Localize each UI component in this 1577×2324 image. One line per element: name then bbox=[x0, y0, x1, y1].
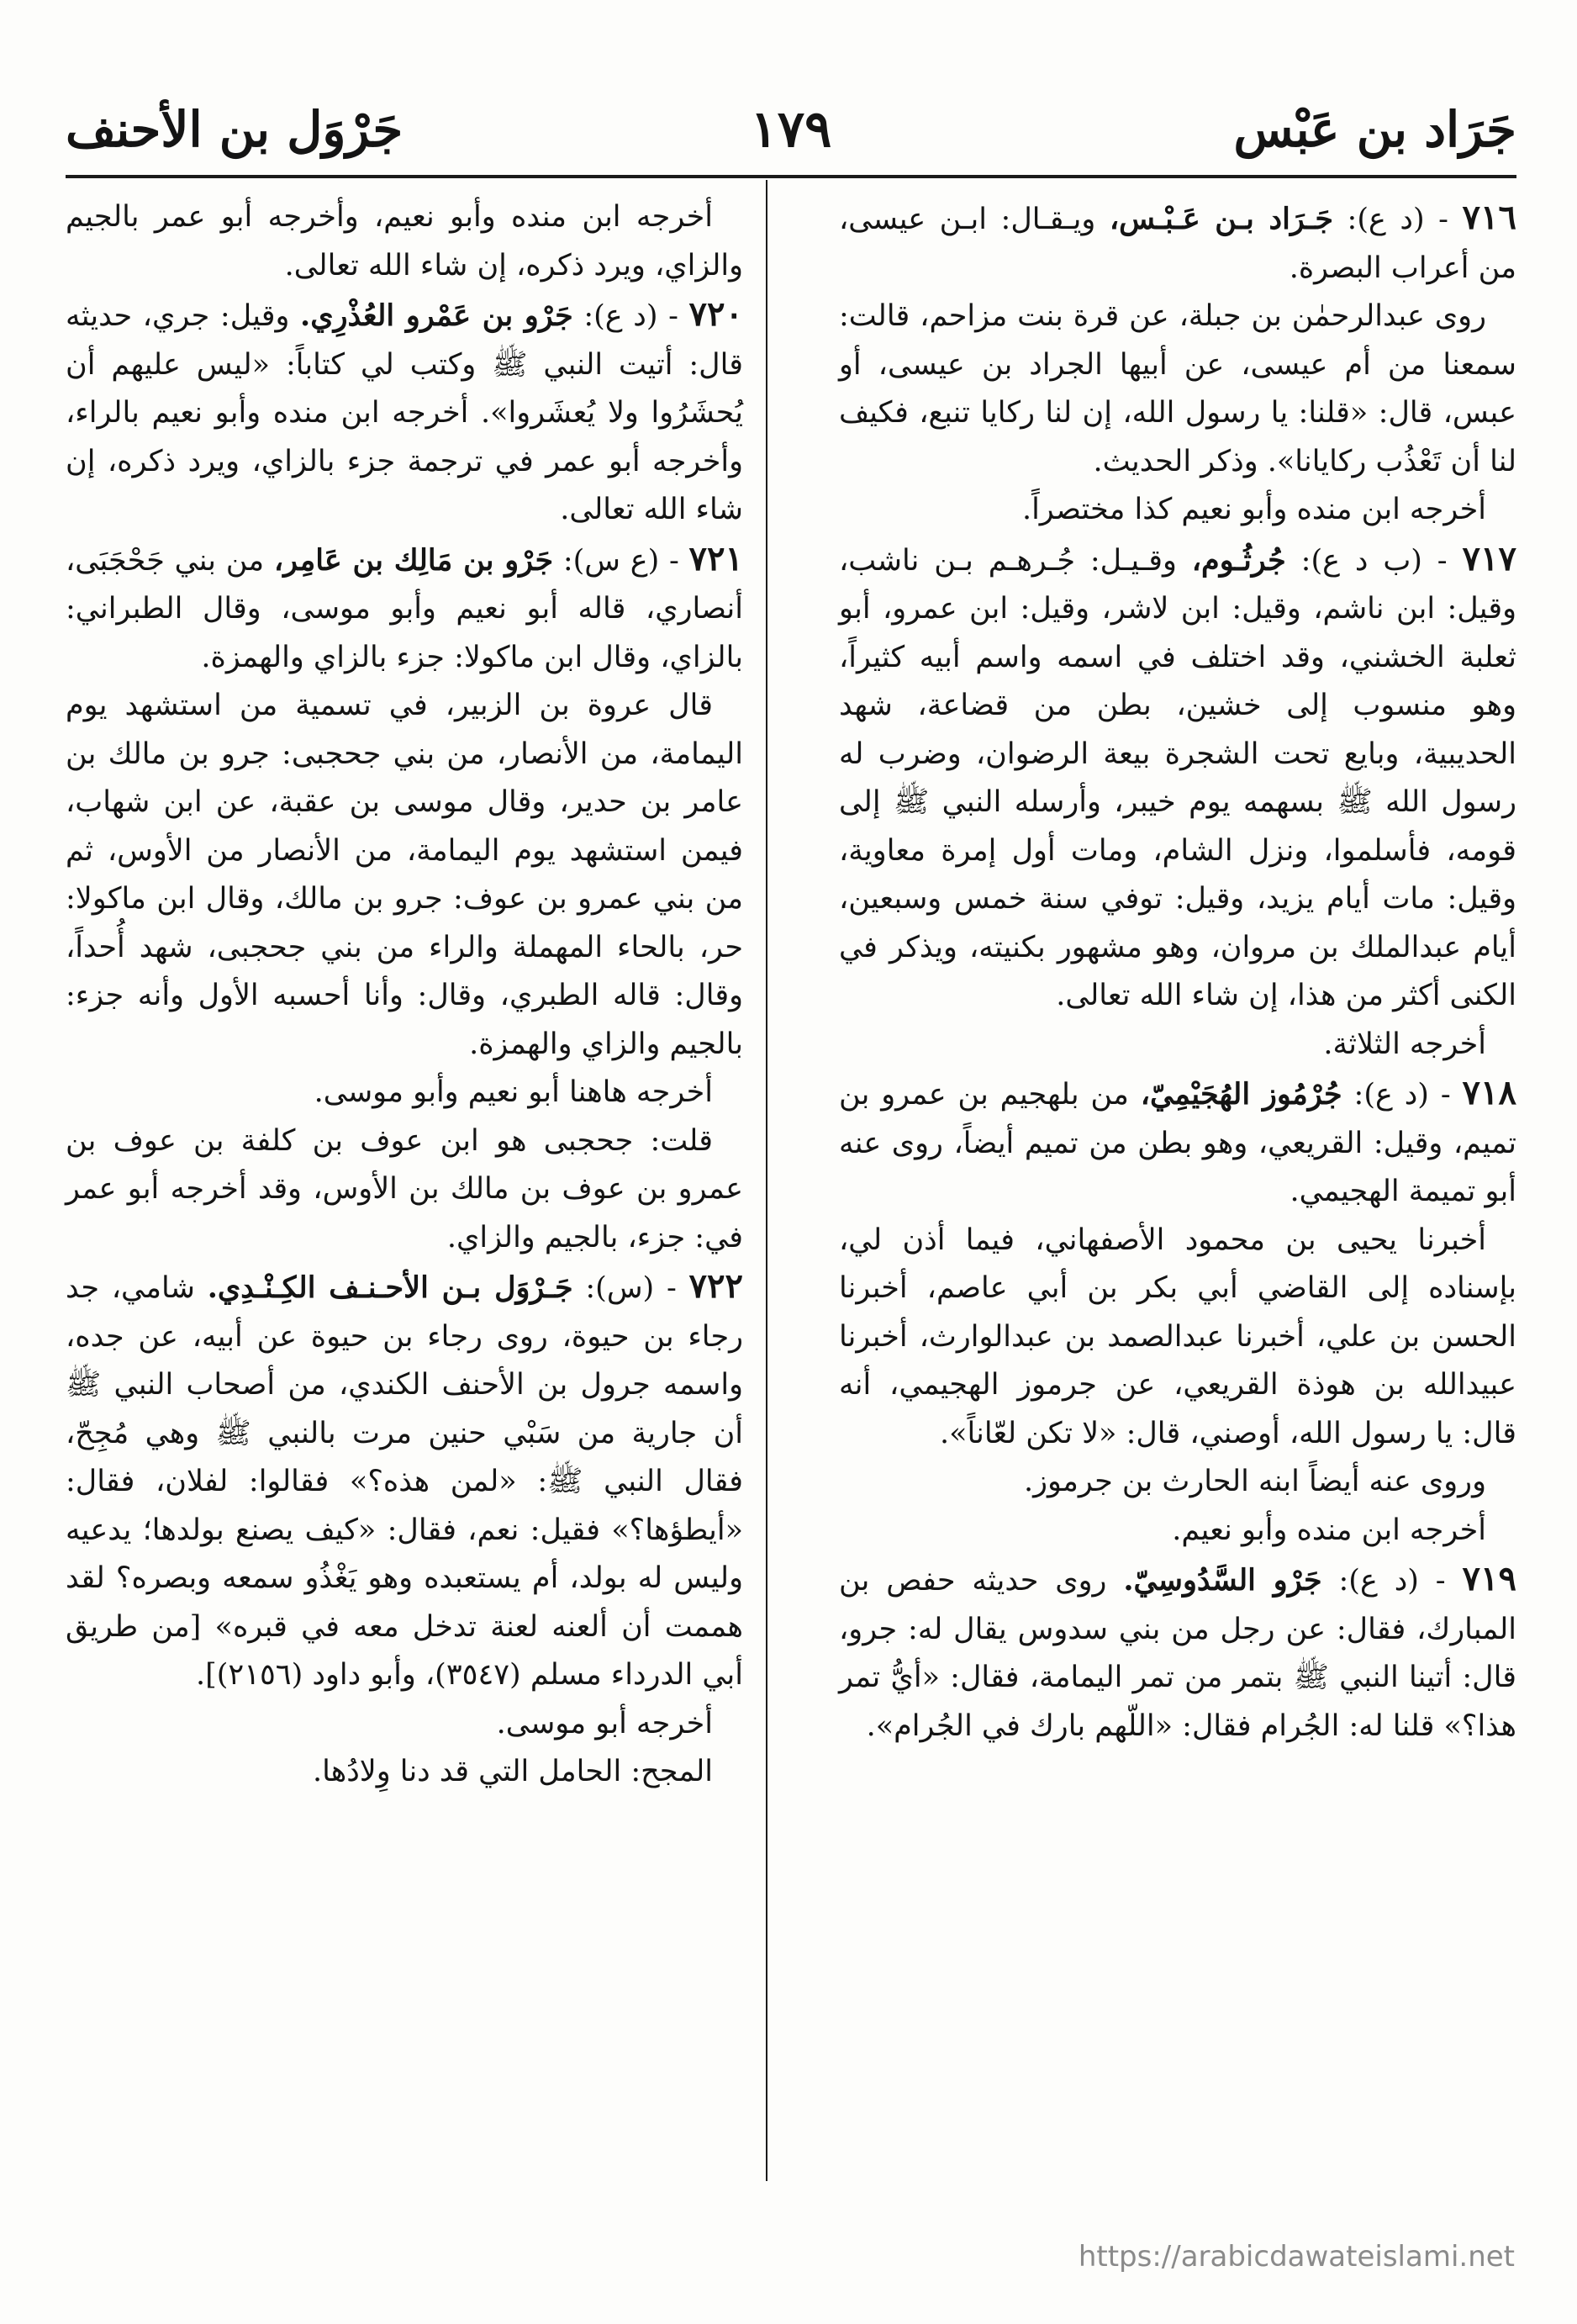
entry-name: جُرْمُوز الهُجَيْمِيّ، bbox=[1140, 1077, 1342, 1112]
entry-source-codes: - (ع س): bbox=[562, 543, 679, 578]
entry-name: جَرْو بن مَالِك بن عَامِر، bbox=[273, 542, 554, 578]
entry-paragraph bbox=[839, 193, 1516, 293]
right-column bbox=[839, 193, 1516, 1751]
column-divider bbox=[766, 180, 767, 2181]
body-paragraph: المجح: الحامل التي قد دنا وِلادُها. bbox=[312, 1755, 713, 1788]
entry-number: ٧٢٠ bbox=[688, 294, 743, 334]
body-paragraph: أخرجه أبو موسى. bbox=[496, 1706, 713, 1740]
entry-number: ٧١٨ bbox=[1462, 1073, 1516, 1112]
entry-text: وقيل: جري، حديثه قال: أتيت النبي ﷺ وكتب لي كتاباً: «ليس عليهم أن يُحشَرُوا ولا يُعشَروا». أخرجه ابن منده وأبو نعيم بالراء، وأخرجه أبو عمر في ترجمة جزء بالزاي، ويرد ذكره، إن شاء الله تعالى. bbox=[66, 299, 743, 526]
entry-source-codes: - (د ع): bbox=[1338, 1564, 1446, 1598]
entry-paragraph bbox=[839, 1069, 1516, 1217]
entry-source-codes: - (ب د ع): bbox=[1300, 543, 1448, 578]
running-title-left: جَرْوَل بن الأحنف bbox=[66, 101, 403, 158]
entry-text: روى حديثه حفص بن المبارك، فقال: عن رجل من بني سدوس يقال له: جرو، قال: أتينا النبي ﷺ بتمر من تمر اليمامة، فقال: «أيُّ تمر هذا؟» قلنا له: الجُرام فقال: «اللّهم بارك في الجُرام». bbox=[839, 1564, 1516, 1743]
page-header bbox=[66, 87, 1516, 172]
entry-text: وقـيـل: جُـرهـم بـن ناشب، وقيل: ابن ناشم، وقيل: ابن لاشر، وقيل: ابن عمرو، أبو ثعلبة الخشني، وقد اختلف في اسمه واسم أبيه كثيراً، وهو منسوب إلى خشين، بطن من قضاعة، شهد الحديبية، وبايع تحت الشجرة بيعة الرضوان، وضرب له رسول الله ﷺ بسهمه يوم خيبر، وأرسله النبي ﷺ إلى قومه، فأسلموا، ونزل الشام، ومات أول إمرة معاوية، وقيل: مات أيام يزيد، وقيل: توفي سنة خمس وسبعين، أيام عبدالملك بن مروان، وهو مشهور بكنيته، ويذكر في الكنى أكثر من هذا، إن شاء الله تعالى. bbox=[839, 543, 1516, 1012]
body-paragraph: قلت: جحجبى هو ابن عوف بن كلفة بن عوف بن عمرو بن عوف بن مالك بن الأوس، وقد أخرجه أبو عمر في: جزء، بالجيم والزاي. bbox=[66, 1123, 743, 1254]
running-title-right: جَرَاد بن عَبْس bbox=[1233, 101, 1516, 158]
body-paragraph: أخرجه ابن منده وأبو نعيم، وأخرجه أبو عمر بالجيم والزاي، ويرد ذكره، إن شاء الله تعالى. bbox=[66, 200, 743, 283]
entry-paragraph bbox=[839, 535, 1516, 1021]
entry-paragraph bbox=[66, 1262, 743, 1700]
entry-paragraph bbox=[839, 1555, 1516, 1751]
body-paragraph: أخرجه ابن منده وأبو نعيم كذا مختصراً. bbox=[1021, 493, 1486, 526]
entry-source-codes: - (د ع): bbox=[1353, 1078, 1451, 1112]
entry-number: ٧١٦ bbox=[1462, 198, 1516, 237]
entry-name: جَـرَاد بـن عَـبْـس، bbox=[1109, 202, 1334, 236]
entry-text: من بلهجيم بن عمرو بن تميم، وقيل: القريعي، وهو بطن من تميم أيضاً، روى عنه أبو تميمة الهجيمي. bbox=[839, 1078, 1516, 1208]
body-paragraph: أخرجه ابن منده وأبو نعيم. bbox=[1172, 1513, 1486, 1547]
entry-text: شامي، جد رجاء بن حيوة، روى رجاء بن حيوة عن أبيه، عن جده، واسمه جرول بن الأحنف الكندي، من أصحاب النبي ﷺ أن جارية من سَبْي حنين مرت بالنبي ﷺ وهي مُجِحّ، فقال النبي ﷺ: «لمن هذه؟» فقالوا: لفلان، فقال: «أيطؤها؟» فقيل: نعم، فقال: «كيف يصنع بولدها؛ يدعيه وليس له بولد، أم يستعبده وهو يَغْذُو سمعه وبصره؟ لقد هممت أن ألعنه لعنة تدخل معه في قبره» [من طريق أبي الدرداء مسلم (٣٥٤٧)، وأبو داود (٢١٥٦)]. bbox=[66, 1271, 743, 1692]
page-number: ١٧٩ bbox=[750, 100, 832, 159]
body-paragraph: وروى عنه أيضاً ابنه الحارث بن جرموز. bbox=[1023, 1465, 1486, 1498]
entry-source-codes: - (د ع): bbox=[1347, 203, 1448, 236]
entry-paragraph bbox=[66, 290, 743, 535]
watermark-url: https://arabicdawateislami.net bbox=[1078, 2240, 1515, 2274]
entry-name: جُرثُـوم، bbox=[1191, 542, 1286, 578]
entry-name: جَـرْوَل بـن الأحـنـف الكِـنْـدِي. bbox=[207, 1270, 573, 1305]
body-paragraph: أخرجه هاهنا أبو نعيم وأبو موسى. bbox=[314, 1075, 713, 1109]
body-paragraph: قال عروة بن الزبير، في تسمية من استشهد يوم اليمامة، من الأنصار، من بني جحجبى: جرو بن مالك بن عامر بن حدير، وقال موسى بن عقبة، عن ابن شهاب، فيمن استشهد يوم اليمامة، من الأنصار من الأوس، ثم من بني عمرو بن عوف: جرو بن مالك، وقال ابن ماكولا: حر، بالحاء المهملة والراء من بني جحجبى، شهد أُحداً، وقال: قاله الطبري، وقال: وأنا أحسبه الأول وأنه جزء: بالجيم والزاي والهمزة. bbox=[66, 689, 743, 1061]
entry-name: جَرْو السَّدُوسِيّ. bbox=[1123, 1563, 1322, 1598]
entry-number: ٧٢٢ bbox=[688, 1266, 743, 1306]
entry-paragraph bbox=[66, 535, 743, 683]
entry-name: جَرْو بن عَمْرو العُذْرِي. bbox=[300, 298, 573, 333]
left-column bbox=[66, 193, 743, 1797]
body-paragraph: أخرجه الثلاثة. bbox=[1323, 1027, 1486, 1061]
entry-text: ويـقـال: ابـن عيسى، من أعراب البصرة. bbox=[839, 203, 1516, 285]
entry-source-codes: - (د ع): bbox=[583, 299, 678, 333]
entry-number: ٧٢١ bbox=[688, 538, 743, 578]
entry-number: ٧١٧ bbox=[1462, 538, 1516, 578]
body-paragraph: أخبرنا يحيى بن محمود الأصفهاني، فيما أذن لي، بإسناده إلى القاضي أبي بكر بن أبي عاصم، أخبرنا الحسن بن علي، أخبرنا عبدالصمد بن عبدالوارث، أخبرنا عبيدالله بن هوذة القريعي، عن جرموز الهجيمي، أنه قال: يا رسول الله، أوصني، قال: «لا تكن لعّاناً». bbox=[839, 1223, 1516, 1450]
body-paragraph: روى عبدالرحمٰن بن جبلة، عن قرة بنت مزاحم، قالت: سمعنا من أم عيسى، عن أبيها الجراد بن عيسى، أو عبس، قال: «قلنا: يا رسول الله، إن لنا ركايا تنبع، فكيف لنا أن تَعْذُب ركايانا». وذكر الحديث. bbox=[839, 299, 1516, 478]
entry-number: ٧١٩ bbox=[1462, 1559, 1516, 1598]
entry-source-codes: - (س): bbox=[585, 1271, 677, 1305]
entry-text: من بني جَحْجَبَى، أنصاري، قاله أبو نعيم وأبو موسى، وقال الطبراني: بالزاي، وقال ابن ماكولا: جزء بالزاي والهمزة. bbox=[66, 543, 743, 674]
header-rule bbox=[66, 175, 1516, 178]
